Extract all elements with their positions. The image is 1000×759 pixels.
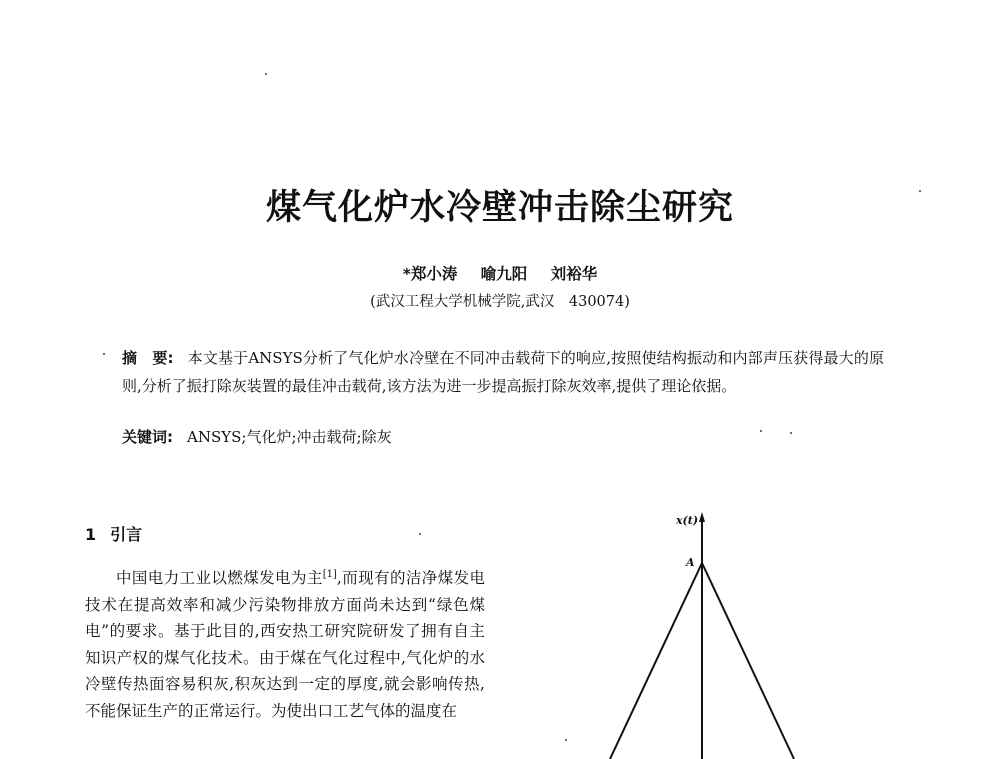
pulse-falling-edge [702,563,794,759]
peak-label: A [686,556,695,569]
abstract-label: 摘 要: [122,349,174,367]
abstract [122,344,884,400]
scan-speck [103,353,105,355]
section-title: 引言 [110,525,143,544]
paragraph-text-rest: ,而现有的洁净煤发电技术在提高效率和减少污染物排放方面尚未达到“绿色煤电”的要求。基于此目的,西安热工研究院研发了拥有自主知识产权的煤气化技术。由于煤在气化过程中,气化炉的水冷壁传热面容易积灰,积灰达到一定的厚度,就会影响传热,不能保证生产的正常运行。为使出口工艺气体的温度在 [85,569,485,720]
scan-speck [919,190,921,192]
y-axis-label: x(t) [676,514,699,527]
scan-speck [565,739,567,741]
triangular-pulse-figure [590,506,820,759]
author-name: 刘裕华 [550,265,598,283]
paper-title: 煤气化炉水冷壁冲击除尘研究 [265,187,734,228]
keywords-label: 关键词: [122,428,173,446]
author-name: *郑小涛 [402,265,458,283]
keywords-text: ANSYS;气化炉;冲击载荷;除灰 [187,428,392,446]
author-list [0,262,1000,284]
section-number: 1 [85,525,97,544]
abstract-text: 本文基于ANSYS分析了气化炉水冷壁在不同冲击载荷下的响应,按照使结构振动和内部声压获得最大的原则,分析了振打除灰装置的最佳冲击载荷,该方法为进一步提高振打除灰效率,提供了理论依据。 [122,349,884,395]
pulse-rising-edge [610,563,702,759]
author-name: 喻九阳 [480,265,528,283]
section-heading [85,522,142,545]
paragraph-text-start: 中国电力工业以燃煤发电为主 [116,569,323,588]
body-paragraph [85,562,485,724]
scan-speck [265,73,267,75]
scan-speck [419,533,421,535]
keywords [122,426,392,447]
author-affiliation: (武汉工程大学机械学院,武汉 430074) [370,294,630,310]
scan-speck [760,430,762,432]
scan-speck [790,432,792,434]
citation-mark: [1] [322,569,337,580]
